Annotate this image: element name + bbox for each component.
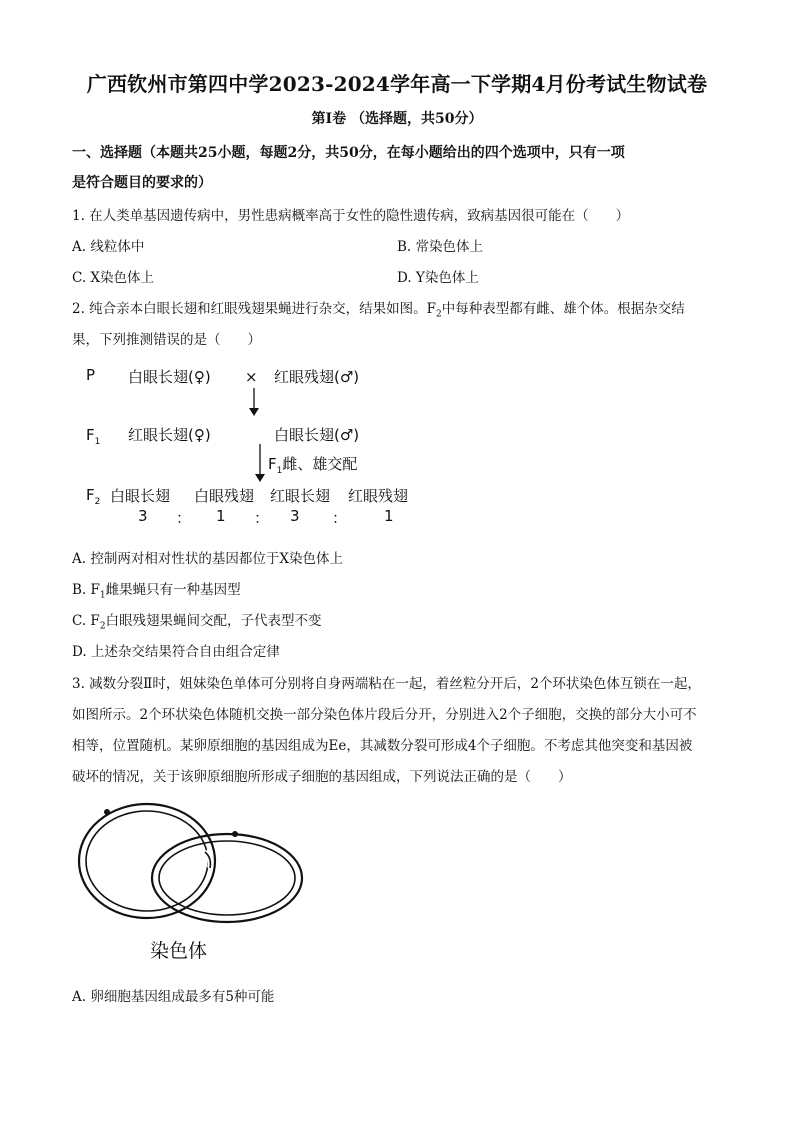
question-2-option-b: B. $F_1$雌果蝇只有一种基因型: [72, 582, 241, 601]
f2-phenotype-1: 白眼长翅: [110, 487, 171, 505]
f2-phenotype-3: 红眼长翅: [270, 487, 331, 505]
f2-ratio-colon: ：: [254, 509, 270, 527]
question-3-stem-line-4: 破坏的情况，关于该卵原细胞所形成子细胞的基因组成，下列说法正确的是（ ）: [72, 769, 572, 785]
question-1-stem: 1. 在人类单基因遗传病中，男性患病概率高于女性的隐性遗传病，致病基因很可能在（ ）: [72, 208, 630, 224]
left-ring-outer: [79, 804, 215, 918]
f1-male-phenotype: 白眼长翅(♂): [274, 426, 360, 444]
question-3-stem-line-1: 3. 减数分裂Ⅱ时，姐妹染色单体可分别将自身两端粘在一起，着丝粒分开后，2个环状染色体互锁在一起，: [72, 676, 701, 692]
question-2-stem-line-1: 2. 纯合亲本白眼长翅和红眼残翅果蝇进行杂交，结果如图。$F_2$中每种表型都有雌、雄个体。根据杂交结: [72, 301, 685, 320]
section-instructions-line-1: 一、选择题（本题共25小题，每题2分，共50分，在每小题给出的四个选项中，只有一项: [72, 145, 625, 161]
question-1-option-a: A. 线粒体中: [72, 239, 145, 255]
centromere-dot-left: [104, 809, 110, 815]
question-2-stem-line-2: 果，下列推测错误的是（ ）: [72, 332, 261, 348]
question-3-stem-line-2: 如图所示。2个环状染色体随机交换一部分染色体片段后分开，分别进入2个子细胞，交换的部分大小可不: [72, 707, 697, 723]
right-ring-outer: [152, 834, 302, 922]
left-ring-inner: [86, 811, 208, 911]
p-male-phenotype: 红眼残翅(♂): [274, 368, 360, 386]
question-1-option-c: C. X染色体上: [72, 270, 155, 286]
section-instructions-line-2: 是符合题目的要求的）: [72, 175, 212, 191]
f2-generation-label: $F_2$: [86, 486, 101, 507]
question-2-option-d: D. 上述杂交结果符合自由组合定律: [72, 644, 280, 660]
p-generation-label: P: [86, 366, 96, 384]
question-1-option-b: B. 常染色体上: [397, 239, 484, 255]
cross-symbol: ×: [245, 368, 258, 386]
f2-ratio-value: 3: [290, 507, 300, 525]
f2-ratio-value: 1: [384, 507, 394, 525]
question-3-stem-line-3: 相等，位置随机。某卵原细胞的基因组成为Ee，其减数分裂可形成4个子细胞。不考虑其他突变和基因被: [72, 738, 693, 754]
figure-caption: 染色体: [150, 940, 208, 962]
f2-ratio-colon: ：: [176, 509, 192, 527]
p-female-phenotype: 白眼长翅(♀): [128, 368, 211, 386]
f2-ratio-value: 3: [138, 507, 148, 525]
f1-generation-label: $F_1$: [86, 426, 101, 447]
right-ring-inner: [159, 841, 295, 915]
arrow-f1-to-f2-head: [255, 474, 265, 482]
f2-ratio-value: 1: [216, 507, 226, 525]
arrow-p-to-f1-head: [249, 408, 259, 416]
f2-ratio-colon: ：: [332, 509, 348, 527]
exam-title: 广西钦州市第四中学2023-2024学年高一下学期4月份考试生物试卷: [86, 72, 708, 96]
question-3-option-a: A. 卵细胞基因组成最多有5种可能: [72, 989, 275, 1005]
cross-diagram: [80, 358, 440, 533]
question-2-option-c: C. $F_2$白眼残翅果蝇间交配，子代表型不变: [72, 613, 322, 632]
f2-phenotype-4: 红眼残翅: [348, 487, 409, 505]
f1-female-phenotype: 红眼长翅(♀): [128, 426, 211, 444]
question-1-option-d: D. Y染色体上: [397, 270, 479, 286]
question-2-option-a: A. 控制两对相对性状的基因都位于X染色体上: [72, 551, 343, 567]
f2-phenotype-2: 白眼残翅: [194, 487, 255, 505]
f1-mating-label: $F_1$雌、雄交配: [268, 455, 358, 476]
centromere-dot-right: [232, 831, 238, 837]
section-header: 第I卷 （选择题，共50分）: [311, 111, 483, 127]
